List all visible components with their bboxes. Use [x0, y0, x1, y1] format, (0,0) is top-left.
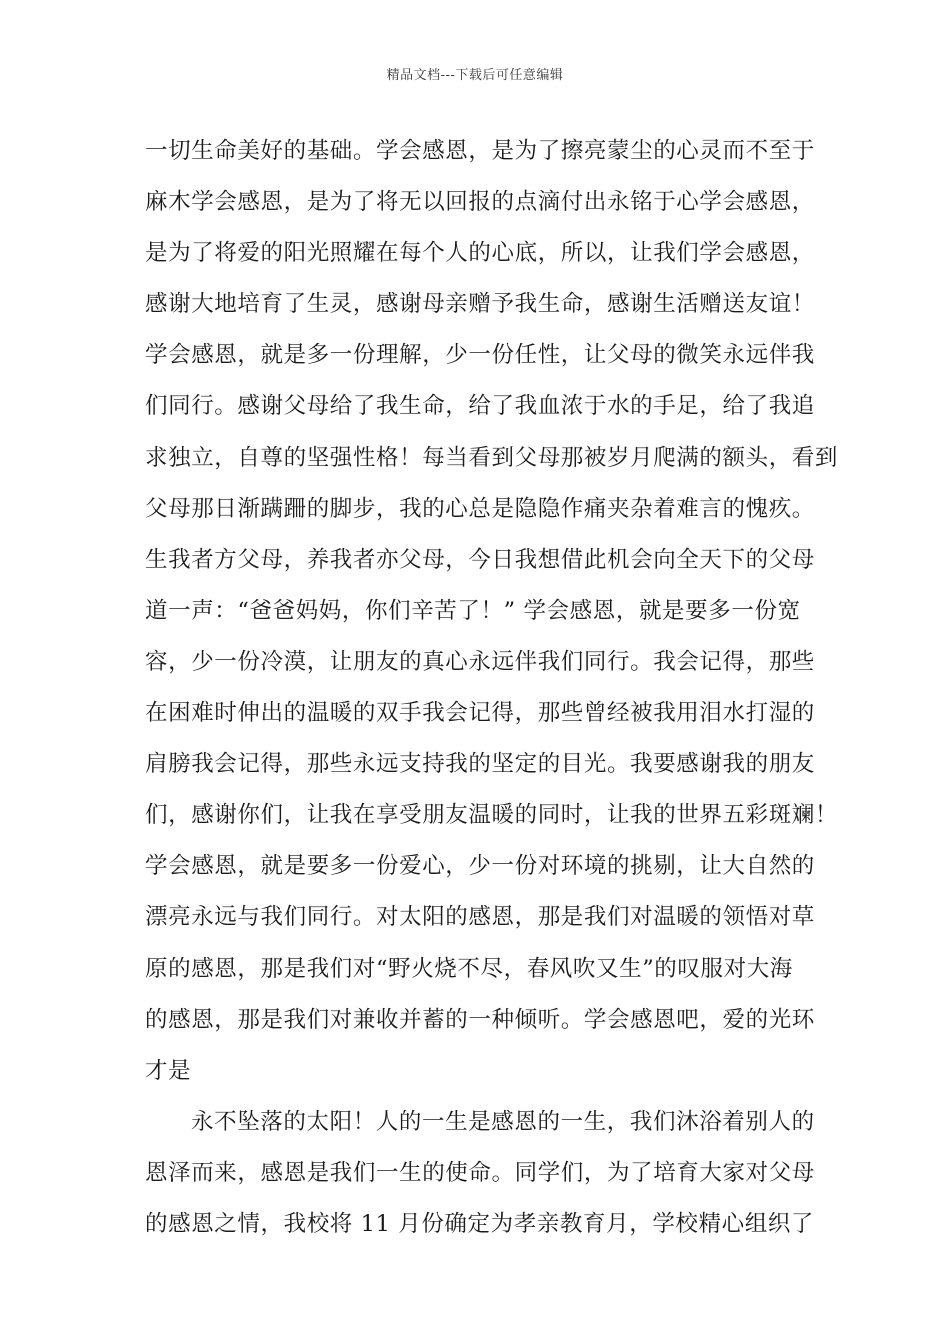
text-line: 学会感恩，就是要多一份爱心，少一份对环境的挑剔，让大自然的 — [145, 853, 815, 880]
text-line: 的感恩之情，我校将 11 月份确定为孝亲教育月，学校精心组织了 — [145, 1210, 815, 1237]
text-line: 的感恩，那是我们对兼收并蓄的一种倾听。学会感恩吧，爱的光环 — [145, 1006, 815, 1033]
text-line: 感谢大地培育了生灵，感谢母亲赠予我生命，感谢生活赠送友谊！ — [145, 291, 815, 318]
text-line: 生我者方父母，养我者亦父母，今日我想借此机会向全天下的父母 — [145, 546, 815, 573]
text-line: 肩膀我会记得，那些永远支持我的坚定的目光。我要感谢我的朋友 — [145, 751, 815, 778]
text-line: 恩泽而来，感恩是我们一生的使命。同学们，为了培育大家对父母 — [145, 1159, 815, 1186]
text-line: 一切生命美好的基础。学会感恩，是为了擦亮蒙尘的心灵而不至于 — [145, 138, 815, 164]
text-line: 学会感恩，就是多一份理解，少一份任性，让父母的微笑永远伴我 — [145, 342, 815, 369]
text-line: 们，感谢你们，让我在享受朋友温暖的同时，让我的世界五彩斑斓！ — [145, 802, 839, 829]
text-line: 才是 — [145, 1057, 192, 1084]
text-line: 道一声：“爸爸妈妈，你们辛苦了！” 学会感恩，就是要多一份宽 — [145, 597, 801, 624]
text-line: 是为了将爱的阳光照耀在每个人的心底，所以，让我们学会感恩， — [145, 240, 815, 267]
text-line: 原的感恩，那是我们对“野火烧不尽，春风吹又生”的叹服对大海 — [145, 955, 793, 982]
text-line: 父母那日渐蹒跚的脚步，我的心总是隐隐作痛夹杂着难言的愧疚。 — [145, 495, 815, 522]
document-body — [145, 126, 839, 1250]
page-header: 精品文档---下载后可任意编辑 — [386, 68, 564, 83]
paragraph-first-line: 永不坠落的太阳！人的一生是感恩的一生，我们沐浴着别人的 — [191, 1108, 815, 1135]
text-line: 求独立，自尊的坚强性格！每当看到父母那被岁月爬满的额头，看到 — [145, 444, 839, 471]
text-line: 在困难时伸出的温暖的双手我会记得，那些曾经被我用泪水打湿的 — [145, 700, 815, 727]
text-line: 容，少一份冷漠，让朋友的真心永远伴我们同行。我会记得，那些 — [145, 648, 815, 675]
text-line: 漂亮永远与我们同行。对太阳的感恩，那是我们对温暖的领悟对草 — [145, 904, 815, 931]
text-line: 们同行。感谢父母给了我生命，给了我血浓于水的手足，给了我追 — [145, 393, 815, 420]
text-line: 麻木学会感恩，是为了将无以回报的点滴付出永铭于心学会感恩， — [145, 189, 815, 216]
